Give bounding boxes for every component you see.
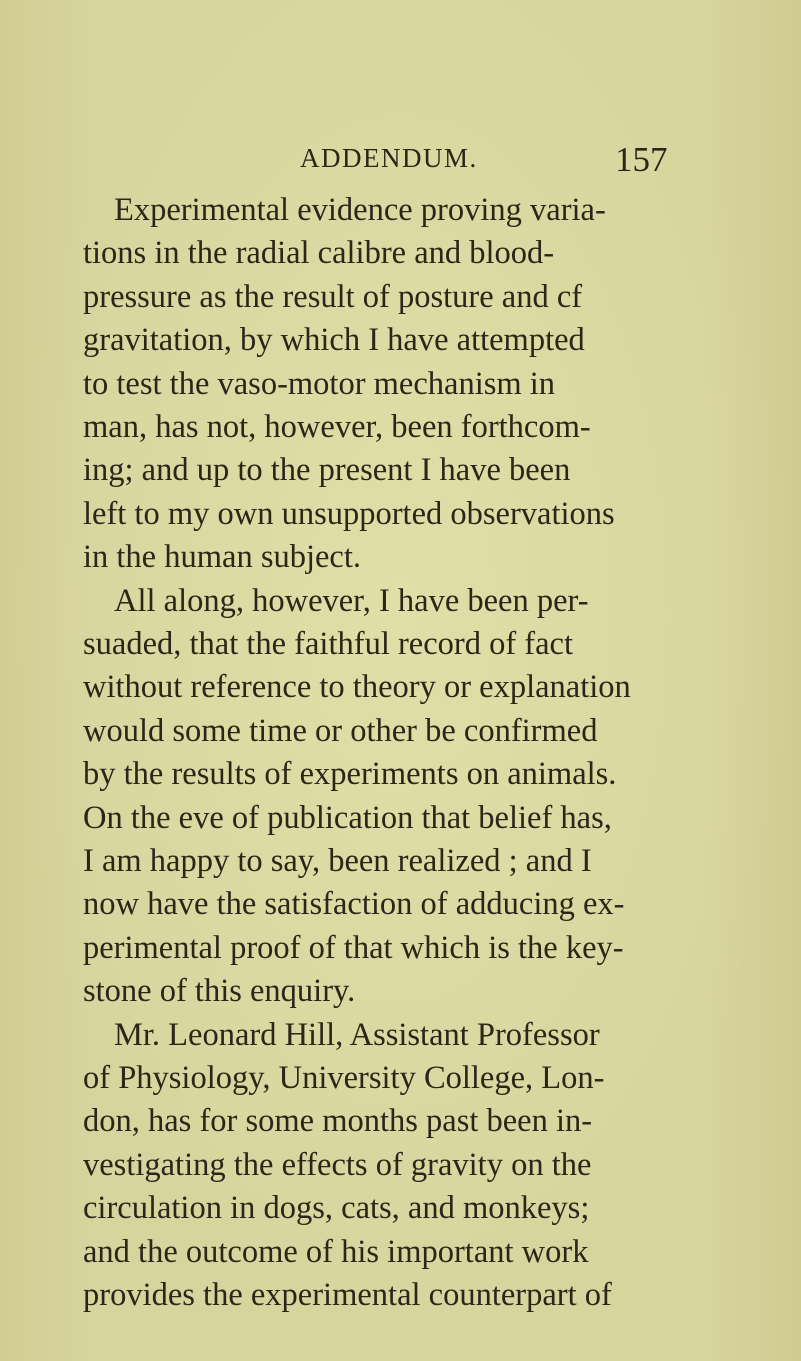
text-line: don, has for some months past been in-: [83, 1103, 593, 1140]
text-line: now have the satisfaction of adducing ex-: [83, 886, 625, 923]
text-line: perimental proof of that which is the key-: [83, 929, 624, 966]
text-line: gravitation, by which I have attempted: [83, 322, 585, 359]
text-line: by the results of experiments on animals.: [83, 756, 617, 793]
text-line: vestigating the effects of gravity on the: [83, 1146, 592, 1183]
text-line: All along, however, I have been per-: [114, 582, 589, 619]
text-line: I am happy to say, been realized ; and I: [83, 843, 592, 879]
running-head: [0, 138, 801, 178]
text-line: in the human subject.: [83, 539, 361, 576]
text-line: tions in the radial calibre and blood-: [83, 235, 555, 272]
text-line: without reference to theory or explanation: [83, 669, 631, 706]
text-line: provides the experimental counterpart of: [83, 1277, 612, 1313]
text-line: would some time or other be confirmed: [83, 712, 598, 749]
text-line: left to my own unsupported observations: [83, 495, 615, 532]
text-line: stone of this enquiry.: [83, 973, 356, 1010]
page-number: 157: [615, 140, 668, 179]
text-line: pressure as the result of posture and cf: [83, 278, 583, 315]
text-line: suaded, that the faithful record of fact: [83, 626, 573, 662]
running-head-title: ADDENDUM.: [300, 143, 478, 173]
text-line: man, has not, however, been forthcom-: [83, 409, 591, 445]
text-line: to test the vaso-motor mechanism in: [83, 365, 556, 402]
text-line: and the outcome of his important work: [83, 1233, 589, 1270]
text-line: Mr. Leonard Hill, Assistant Professor: [114, 1016, 600, 1053]
text-line: ing; and up to the present I have been: [83, 452, 571, 489]
text-line: circulation in dogs, cats, and monkeys;: [83, 1190, 590, 1227]
text-line: of Physiology, University College, Lon-: [83, 1060, 605, 1096]
text-line: On the eve of publication that belief has,: [83, 799, 612, 836]
text-line: Experimental evidence proving varia-: [114, 192, 606, 228]
